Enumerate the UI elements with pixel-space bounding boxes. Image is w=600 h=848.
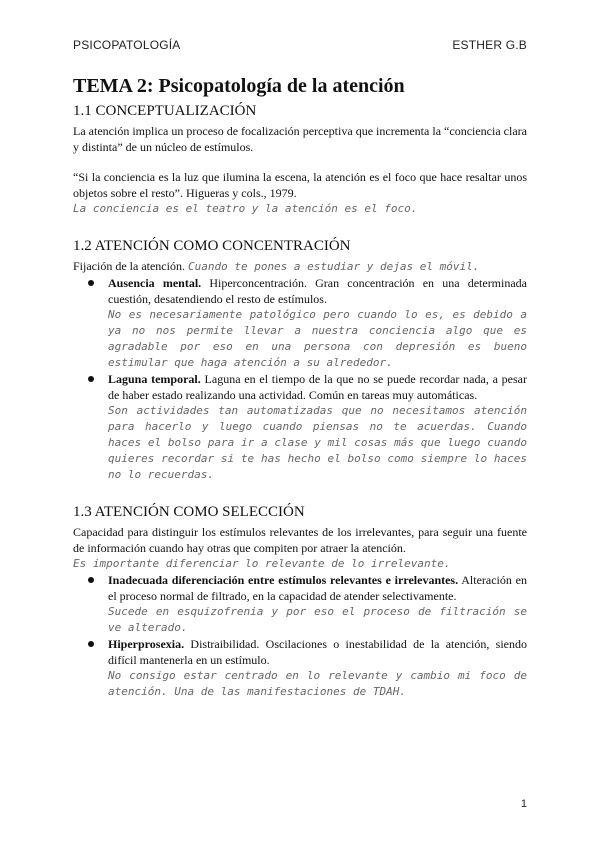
term: Laguna temporal. [108, 372, 201, 386]
bullet-icon [88, 280, 94, 286]
page-number: 1 [520, 798, 527, 810]
document-body [73, 74, 527, 700]
section-heading-1-1: 1.1 CONCEPTUALIZACIÓN [73, 103, 257, 119]
section-heading-1-3: 1.3 ATENCIÓN COMO SELECCIÓN [73, 504, 305, 520]
item-text: Hiperconcentración. Gran concentración en una determinada cuestión, desatendiendo el resto de estímulos. [108, 276, 528, 306]
item-text: Distraibilidad. Oscilaciones o inestabilidad de la atención, siendo difícil mantenerla en un estímulo. [108, 637, 527, 667]
item-text: Alteración en el proceso normal de filtrado, en la capacidad de atender selectivamente. [108, 573, 527, 603]
list-item [73, 636, 527, 700]
item-note: No consigo estar centrado en lo relevante y cambio mi foco de atención. Una de las manifestaciones de TDAH. [108, 669, 527, 698]
list-item [73, 371, 527, 483]
paragraph: Capacidad para distinguir los estímulos relevantes de los irrelevantes, para seguir una fuente de información cuando hay otras que compiten por atraer la atención. [73, 525, 527, 555]
term: Hiperprosexia. [108, 637, 185, 651]
handwritten-note: La conciencia es el teatro y la atención es el foco. [73, 202, 418, 215]
item-note: Sucede en esquizofrenia y por eso el proceso de filtración se ve alterado. [108, 605, 527, 634]
intro-note: Cuando te pones a estudiar y dejas el móvil. [187, 260, 480, 273]
term: Ausencia mental. [108, 276, 202, 290]
header-left: PSICOPATOLOGÍA [73, 38, 181, 52]
intro-text: Fijación de la atención. [73, 259, 185, 273]
bullet-list [73, 572, 527, 700]
item-note: No es necesariamente patológico pero cuando lo es, es debido a ya no nos permite llevar a nuestra conciencia algo que es agradable por eso en una persona con depresión es bueno estimular que haga atención a su alrededor. [108, 308, 527, 369]
bullet-icon [88, 577, 94, 583]
list-item [73, 275, 527, 371]
quote: “Si la conciencia es la luz que ilumina la escena, la atención es el foco que hace resaltar unos objetos sobre el resto”. Higueras y cols., 1979. [73, 170, 527, 200]
term: Inadecuada diferenciación entre estímulos relevantes e irrelevantes. [108, 573, 459, 587]
item-note: Son actividades tan automatizadas que no necesitamos atención para hacerlo y luego cuando piensas no te acuerdas. Cuando haces el bolso para ir a clase y mil cosas más que luego cuando quieres recordar si te has hecho el bolso como siempre lo haces no lo recuerdas. [108, 404, 527, 481]
section-heading-1-2: 1.2 ATENCIÓN COMO CONCENTRACIÓN [73, 238, 351, 254]
item-text: Laguna en el tiempo de la que no se puede recordar nada, a pesar de haber estado realizando una actividad. Común en tareas muy automáticas. [108, 372, 527, 402]
bullet-list [73, 275, 527, 483]
bullet-icon [88, 641, 94, 647]
bullet-icon [88, 376, 94, 382]
paragraph [73, 258, 527, 275]
list-item [73, 572, 527, 636]
paragraph: La atención implica un proceso de focalización perceptiva que incrementa la “conciencia clara y distinta” de un núcleo de estímulos. [73, 124, 527, 154]
header-right: ESTHER G.B [452, 38, 527, 52]
page-title: TEMA 2: Psicopatología de la atención [73, 75, 405, 97]
section-note: Es importante diferenciar lo relevante de lo irrelevante. [73, 557, 451, 570]
